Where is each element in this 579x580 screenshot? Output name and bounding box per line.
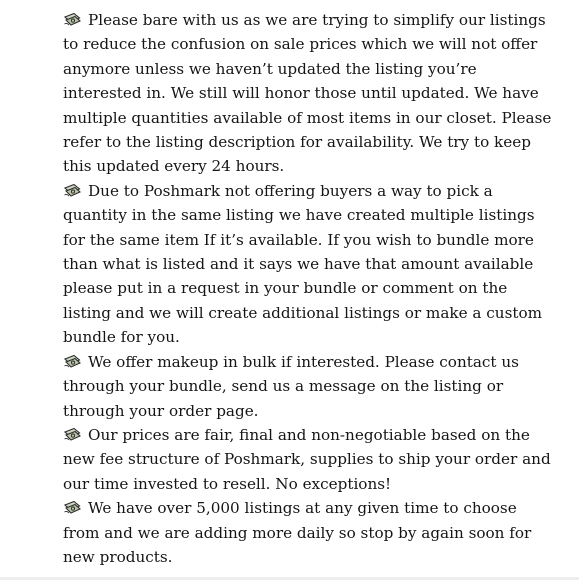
paragraph-simplify-listings xyxy=(63,8,555,179)
paragraph-text: We have over 5,000 listings at any given time to choose from and we are adding more daily so stop by again soon for new products. xyxy=(63,499,532,566)
paragraph-text: Our prices are fair, final and non-negotiable based on the new fee structure of Poshmark, supplies to ship your order and our time invested to resell. No exceptions! xyxy=(63,425,551,493)
paragraph-fair-prices xyxy=(63,423,555,496)
paragraph-text: Due to Poshmark not offering buyers a way to pick a quantity in the same listing we have created multiple listings for the same item If it’s available. If you wish to bundle more than what is listed and it says we have that amount available please put in a request in your bundle or comment on the listing and we will create additional listings or make a custom bundle for you. xyxy=(63,181,543,347)
paragraph-text: Please bare with us as we are trying to simplify our listings to reduce the confusion on sale prices which we will not offer anymore unless we haven’t updated the listing you’re interested in. We still will honor those until updated. We have multiple quantities available of most items in our closet. Please refer to the listing description for availability. We try to keep this updated every 24 hours. xyxy=(63,11,552,176)
money-with-wings-icon xyxy=(64,354,81,369)
paragraph-listing-count xyxy=(63,496,555,569)
paragraph-makeup-bulk xyxy=(63,350,555,423)
money-with-wings-icon xyxy=(64,12,81,27)
money-with-wings-icon xyxy=(64,500,81,515)
money-with-wings-icon xyxy=(64,427,81,442)
paragraph-multiple-listings xyxy=(63,179,555,350)
money-with-wings-icon xyxy=(64,183,81,198)
paragraph-text: We offer makeup in bulk if interested. Please contact us through your bundle, send us a message on the listing or through your order page. xyxy=(63,352,519,420)
listing-policy-text xyxy=(63,8,555,569)
